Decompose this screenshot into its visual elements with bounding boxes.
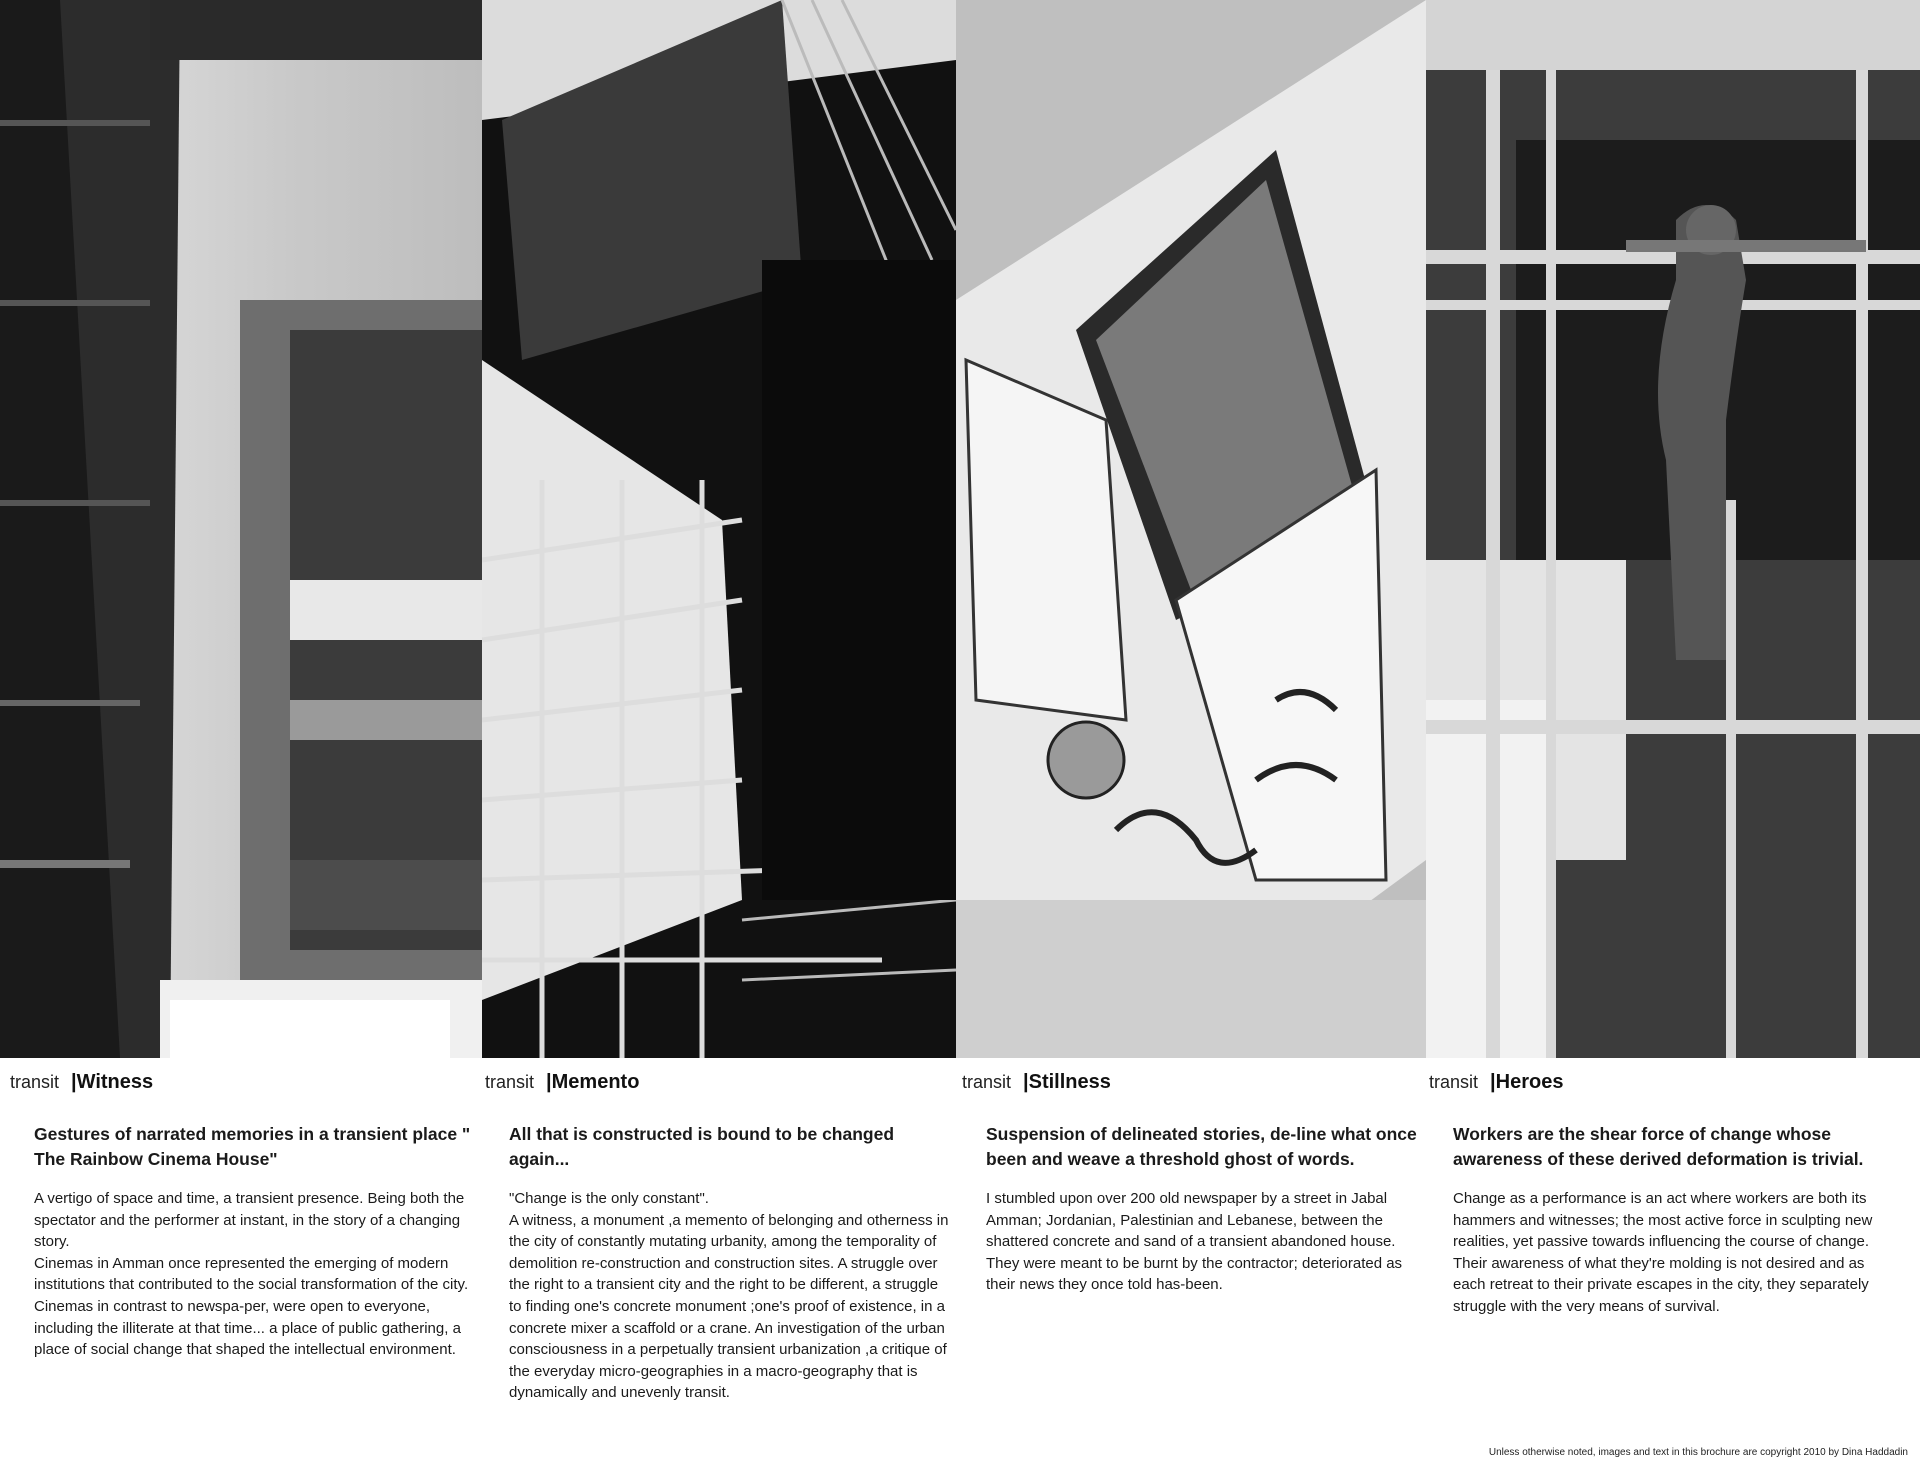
body-paragraph: I stumbled upon over 200 old newspaper by a street in Jabal Amman; Jordanian, Palestinian and Lebanese, between the shattered concrete and sand of a transient abandoned house. They were meant to be burnt by the contractor; deteriorated as their news they once told has-been.	[986, 1190, 1403, 1294]
heroes-image	[1426, 0, 1920, 1058]
caption-prefix: transit	[962, 1072, 1012, 1092]
memento-body	[509, 1188, 949, 1404]
body-paragraph: Change as a performance is an act where workers are both its hammers and witnesses; the most active force in sculpting new realities, yet passive towards influencing the course of change. Their awareness of what they're molding is not desired and as each retreat to their private escapes in the city, they separately struggle with the very means of survival.	[1453, 1190, 1873, 1315]
caption-prefix: transit	[1429, 1072, 1479, 1092]
memento-heading: All that is constructed is bound to be changed again...	[509, 1124, 895, 1169]
stillness-heading: Suspension of delineated stories, de-line what once been and weave a threshold ghost of words.	[986, 1124, 1417, 1169]
heroes-photo	[1426, 0, 1920, 1058]
memento-column	[485, 1058, 955, 1468]
heroes-body	[1453, 1188, 1893, 1318]
memento-photo	[482, 0, 956, 1058]
heroes-column	[1429, 1058, 1909, 1468]
stillness-body	[986, 1188, 1426, 1296]
body-paragraph: Cinemas in Amman once represented the emerging of modern institutions that contributed to the social transformation of the city. Cinemas in contrast to newspa-per, were open to everyone, including the illiterate at that time... a place of public gathering, a place of social change that shaped the intellectual environment.	[34, 1254, 469, 1359]
heroes-heading: Workers are the shear force of change whose awareness of these derived deformation is trivial.	[1453, 1124, 1864, 1169]
copyright-notice: Unless otherwise noted, images and text in this brochure are copyright 2010 by Dina Haddadin	[1488, 1447, 1908, 1458]
memento-caption	[485, 1068, 955, 1096]
caption-prefix: transit	[485, 1072, 535, 1092]
caption-title: |Stillness	[1023, 1071, 1111, 1093]
body-paragraph: A vertigo of space and time, a transient presence. Being both the spectator and the performer at instant, in the story of a changing story.	[34, 1190, 465, 1251]
stillness-caption	[962, 1068, 1432, 1096]
caption-title: |Witness	[71, 1071, 154, 1093]
witness-column	[10, 1058, 480, 1468]
heroes-caption	[1429, 1068, 1909, 1096]
witness-caption	[10, 1068, 480, 1096]
body-paragraph: "Change is the only constant".	[509, 1190, 709, 1207]
witness-photo	[0, 0, 482, 1058]
witness-image	[0, 0, 482, 1058]
caption-prefix: transit	[10, 1072, 60, 1092]
caption-title: |Heroes	[1490, 1071, 1564, 1093]
memento-image	[482, 0, 956, 1058]
witness-body	[34, 1188, 474, 1361]
stillness-image	[956, 0, 1426, 1058]
body-paragraph: A witness, a monument ,a memento of belonging and otherness in the city of constantly mutating urbanity, among the temporality of demolition re-construction and construction sites. A struggle over the right to a transient city and the right to be different, a struggle to finding one's concrete monument ;one's proof of existence, in a concrete mixer a scaffold or a crane. An investigation of the urban consciousness in a perpetually transient urbanization ,a critique of the everyday micro-geographies in a macro-geography that is dynamically and unevenly transit.	[509, 1211, 949, 1402]
stillness-photo	[956, 0, 1426, 1058]
witness-heading: Gestures of narrated memories in a transient place " The Rainbow Cinema House"	[34, 1124, 471, 1169]
caption-title: |Memento	[546, 1071, 640, 1093]
stillness-column	[962, 1058, 1432, 1468]
